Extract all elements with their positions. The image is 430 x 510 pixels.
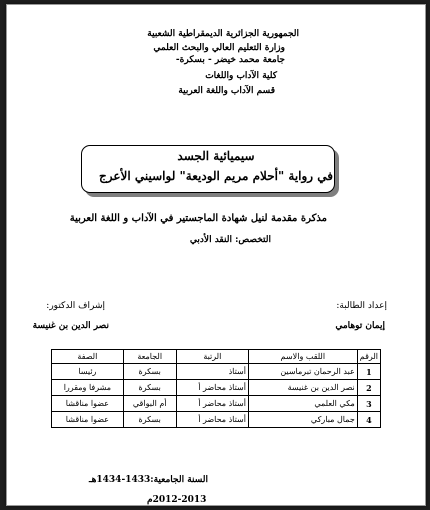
thesis-title-sub: في رواية "أحلام مريم الوديعة" لواسيني الأعرج bbox=[98, 169, 333, 183]
row-name: عبد الرحمان تبرماسين bbox=[248, 364, 357, 380]
row-number: 4 bbox=[357, 412, 380, 428]
supervisor-label: إشراف الدكتور: bbox=[46, 301, 105, 311]
col-name: اللقب والاسم bbox=[248, 350, 357, 364]
row-name: مكي العلمي bbox=[248, 396, 357, 412]
header-university: جامعة محمد خيضر - بسكرة- bbox=[175, 55, 285, 65]
col-rank: الرتبة bbox=[176, 350, 248, 364]
row-name: نصر الدين بن غنيسة bbox=[248, 380, 357, 396]
row-university: بسكرة bbox=[123, 380, 176, 396]
col-number: الرقم bbox=[357, 350, 380, 364]
row-university: أم البواقي bbox=[123, 396, 176, 412]
row-rank: أستاذ محاضر أ bbox=[176, 380, 248, 396]
academic-year-gregorian: 2012-2013م bbox=[147, 495, 207, 505]
row-number: 3 bbox=[357, 396, 380, 412]
header-republic: الجمهورية الجزائرية الديمقراطية الشعبية bbox=[147, 29, 299, 39]
memo-statement: مذكرة مقدمة لنيل شهادة الماجستير في الآداب و اللغة العربية bbox=[69, 213, 327, 224]
header-faculty: كلية الآداب واللغات bbox=[205, 71, 277, 81]
specialty: التخصص: النقد الأدبي bbox=[189, 235, 271, 245]
row-name: جمال مباركي bbox=[248, 412, 357, 428]
header-ministry: وزارة التعليم العالي والبحث العلمي bbox=[153, 43, 285, 53]
row-university: بسكرة bbox=[123, 412, 176, 428]
row-rank: أستاذ bbox=[176, 364, 248, 380]
col-university: الجامعة bbox=[123, 350, 176, 364]
student-name: إيمان توهامي bbox=[335, 321, 385, 331]
row-role: رئيسا bbox=[52, 364, 124, 380]
row-rank: أستاذ محاضر أ bbox=[176, 412, 248, 428]
row-number: 1 bbox=[357, 364, 380, 380]
row-rank: أستاذ محاضر أ bbox=[176, 396, 248, 412]
table-row bbox=[52, 380, 381, 396]
row-number: 2 bbox=[357, 380, 380, 396]
row-role: مشرفا ومقررا bbox=[52, 380, 124, 396]
prepared-by-label: إعداد الطالبة: bbox=[336, 301, 387, 311]
thesis-title-main: سيميائية الجسد bbox=[177, 149, 255, 163]
jury-header-row bbox=[52, 350, 381, 364]
jury-table bbox=[51, 349, 381, 428]
table-row bbox=[52, 412, 381, 428]
row-role: عضوا مناقشا bbox=[52, 412, 124, 428]
table-row bbox=[52, 396, 381, 412]
header-department: قسم الآداب واللغة العربية bbox=[178, 86, 275, 96]
row-university: بسكرة bbox=[123, 364, 176, 380]
row-role: عضوا مناقشا bbox=[52, 396, 124, 412]
table-row bbox=[52, 364, 381, 380]
supervisor-name: نصر الدين بن غنيسة bbox=[32, 321, 109, 331]
academic-year-hijri: السنة الجامعية:1433-1434هـ bbox=[89, 475, 209, 485]
col-role: الصفة bbox=[52, 350, 124, 364]
document-page bbox=[6, 4, 426, 506]
